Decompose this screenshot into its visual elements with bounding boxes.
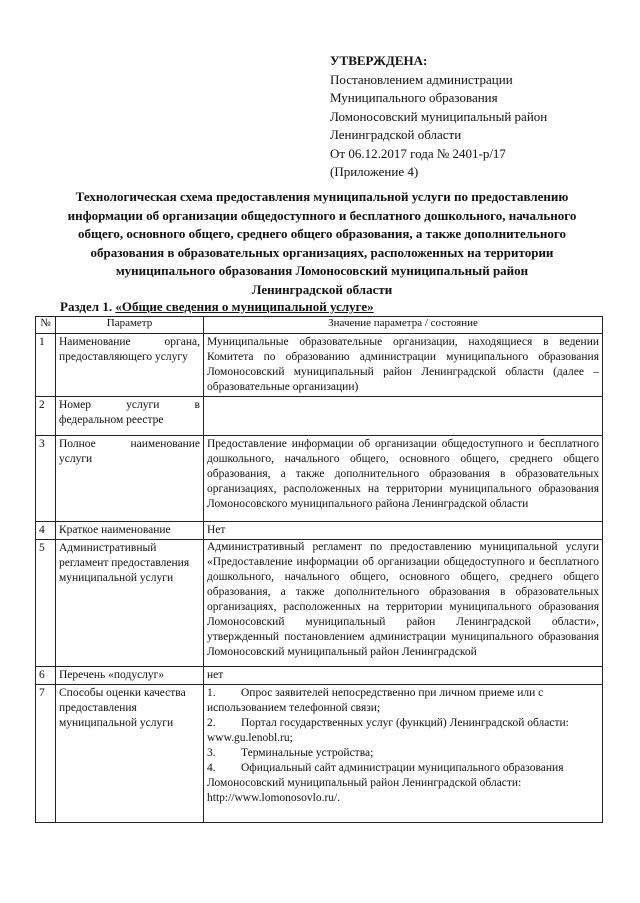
approval-block — [330, 52, 630, 182]
approval-line: Постановлением администрации — [330, 71, 513, 87]
row-value-list — [204, 685, 603, 823]
list-item-number: 2. — [207, 717, 216, 729]
section-heading — [60, 299, 374, 315]
row-param: Административный регламент предоставления муниципальной услуги — [56, 540, 204, 667]
row-param: Способы оценки качества предоставления муниципальной услуги — [56, 685, 204, 823]
row-num: 3 — [36, 436, 56, 522]
list-item — [207, 761, 599, 806]
general-info-table — [35, 316, 603, 823]
table-row — [36, 667, 603, 685]
row-value: Административный регламент по предоставлению муниципальной услуги «Предоставление информации об организации общедоступного и бесплатного дошкольного, начального общего, основного общего, среднего общего образования, а также дополнительного образования в образовательных организациях, расположенных на территории муниципального образования Ломоносовский муниципальный район Ленинградской области», утвержденный постановлением администрации муниципального образования Ломоносовский муниципальный район Ленинградской — [207, 541, 599, 658]
row-num: 5 — [36, 540, 56, 667]
approval-line: От 06.12.2017 года № 2401-р/17 — [330, 145, 506, 161]
list-item — [207, 686, 599, 716]
header-param: Параметр — [56, 317, 204, 334]
table-row — [36, 436, 603, 522]
row-value-cell — [204, 540, 603, 667]
table-row — [36, 685, 603, 823]
list-item-text: Портал государственных услуг (функций) Ленинградской области: www.gu.lenobl.ru; — [207, 717, 569, 744]
table-row — [36, 397, 603, 436]
list-item-number: 4. — [207, 762, 216, 774]
row-param: Краткое наименование — [56, 522, 204, 540]
table-header-row — [36, 317, 603, 334]
row-value: Нет — [204, 522, 603, 540]
list-item-number: 1. — [207, 687, 216, 699]
row-value: Муниципальные образовательные организации, находящиеся в ведении Комитета по образованию администрации муниципального образования Ломоносовский муниципальный район Ленинградской области (далее – образовательные организации) — [204, 334, 603, 397]
header-value: Значение параметра / состояние — [204, 317, 603, 334]
approval-line: Ломоносовский муниципальный район — [330, 108, 548, 124]
row-value — [204, 397, 603, 436]
row-value: Предоставление информации об организации общедоступного и бесплатного дошкольного, начального общего, основного общего, среднего общего образования, а также дополнительного образования в образовательных организациях, расположенных на территории муниципального образования Ломоносовского муниципального района Ленинградской области — [204, 436, 603, 522]
row-value: нет — [204, 667, 603, 685]
approval-line: Ленинградской области — [330, 127, 462, 142]
title-line: Технологическая схема предоставления муниципальной услуги по предоставлению — [75, 189, 569, 204]
title-line: информации об организации общедоступного и бесплатного дошкольного, начального — [67, 207, 577, 223]
document-title — [52, 188, 592, 300]
list-item-text: Терминальные устройства; — [241, 747, 374, 759]
list-item-text: Опрос заявителей непосредственно при личном приеме или с использованием телефонной связи; — [207, 687, 544, 714]
approval-line: Муниципального образования — [330, 90, 498, 105]
section-name: «Общие сведения о муниципальной услуге» — [115, 299, 374, 314]
row-num: 2 — [36, 397, 56, 436]
title-line: общего, основного общего, среднего общего образования, а также дополнительного — [78, 226, 566, 242]
title-line: образования в образовательных организациях, расположенных на территории — [90, 244, 554, 260]
row-num: 6 — [36, 667, 56, 685]
table-row — [36, 522, 603, 540]
approval-line: (Приложение 4) — [330, 164, 419, 179]
row-param: Номер услуги в федеральном реестре — [56, 397, 204, 436]
approval-heading: УТВЕРЖДЕНА: — [330, 53, 428, 68]
table-row — [36, 334, 603, 397]
section-prefix: Раздел 1. — [60, 299, 113, 314]
row-num: 7 — [36, 685, 56, 823]
header-num: № — [36, 317, 56, 334]
title-line: муниципального образования Ломоносовский муниципальный район — [115, 263, 529, 279]
row-param: Полное наименование услуги — [56, 436, 204, 522]
list-item-text: Официальный сайт администрации муниципального образования Ломоносовский муниципальный район Ленинградской области: http://www.lomonosovlo.ru/. — [207, 762, 564, 804]
row-param: Перечень «подуслуг» — [56, 667, 204, 685]
list-item — [207, 746, 599, 761]
list-item-number: 3. — [207, 747, 216, 759]
table-row — [36, 540, 603, 667]
title-line: Ленинградской области — [251, 281, 393, 297]
list-item — [207, 716, 599, 746]
row-num: 1 — [36, 334, 56, 397]
row-num: 4 — [36, 522, 56, 540]
row-param: Наименование органа, предоставляющего услугу — [56, 334, 204, 397]
